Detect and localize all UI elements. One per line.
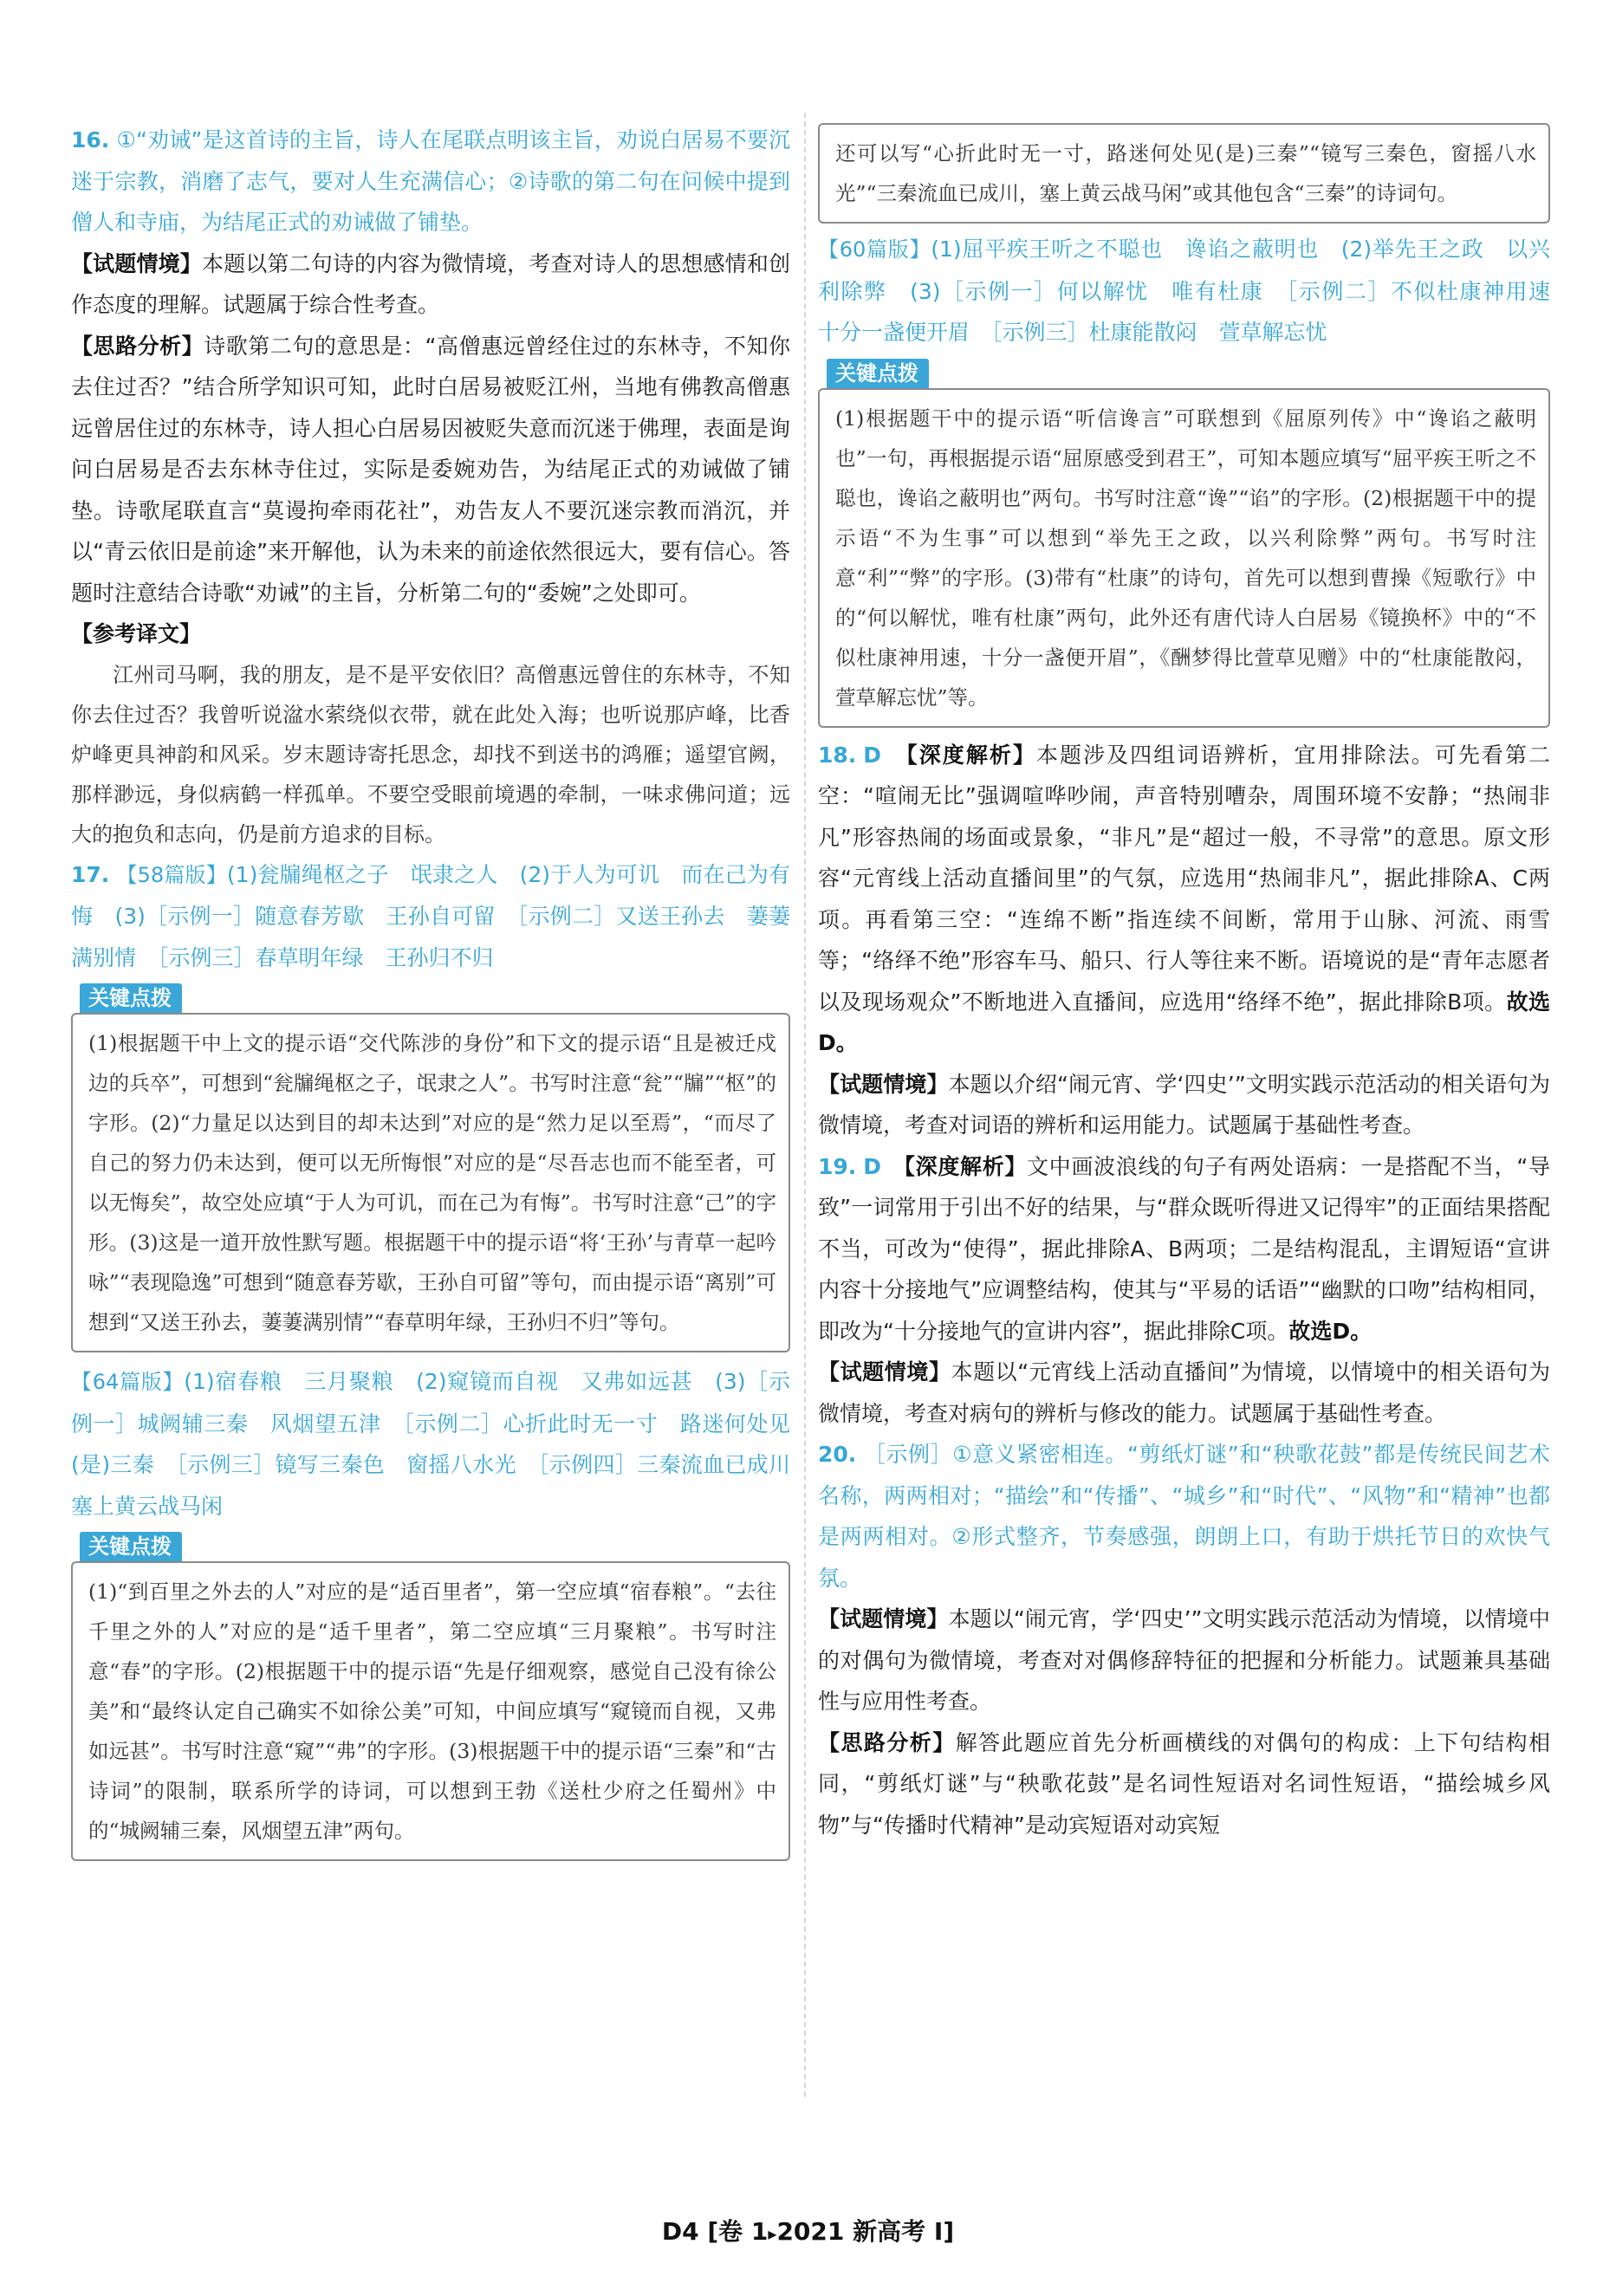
footer-bracket-close: ]: [943, 2217, 955, 2246]
q17-source-64: 【64篇版】: [71, 1370, 185, 1394]
footer-exam: 2021 新高考 I: [776, 2217, 944, 2246]
q19-situation: 【试题情境】本题以“元宵线上活动直播间”为情境，以情境中的相关语句为微情境，考查对病句的辨析与修改的能力。试题属于基础性考查。: [818, 1359, 1550, 1426]
footer-bracket-open: [: [707, 2217, 719, 2246]
q17-tag-wrap-3: [818, 353, 1550, 385]
q16-situation: 【试题情境】本题以第二句诗的内容为微情境，考查对诗人的思想感情和创作态度的理解。试题属于综合性考查。: [71, 250, 790, 317]
q18-number: 18.: [818, 742, 857, 768]
q17-source-58: 【58篇版】: [116, 862, 227, 887]
q17-answer-58: 17. 【58篇版】(1)瓮牖绳枢之子 氓隶之人 (2)于人为可讥 而在己为有悔 (3)［示例一］随意春芳歇 王孙自可留 ［示例二］又送王孙去 萋萋满别情 ［示例三］春草明年绿 王孙归不归: [71, 861, 790, 970]
q17-key-point-text-3: (1)根据题干中的提示语“听信谗言”可联想到《屈原列传》中“谗谄之蔽明也”一句，再根据提示语“屈原感受到君王”，可知本题应填写“屈平疾王听之不聪也，谗谄之蔽明也”两句。书写时注意“谗”“谄”的字形。(2)根据题干中的提示语“不为生事”可以想到“举先王之政，以兴利除弊”两句。书写时注意“利”“弊”的字形。(3)带有“杜康”的诗句，首先可以想到曹操《短歌行》中的“何以解忧，唯有杜康”两句，此外还有唐代诗人白居易《镜换杯》中的“不似杜康神用速，十分一盏便开眉”，《酬梦得比萱草见赠》中的“杜康能散闷，萱草解忘忧”等。: [835, 405, 1536, 710]
q17-tag-wrap-2: [71, 1527, 790, 1558]
q19-conclusion: 故选D。: [1288, 1318, 1373, 1344]
key-point-tag: 关键点拨: [80, 983, 182, 1013]
q16-situation-label: 【试题情境】: [71, 250, 202, 276]
q17-continued-text: 还可以写“心折此时无一寸，路迷何处见(是)三秦”“镜写三秦色，窗摇八水光”“三秦流血已成川，塞上黄云战马闲”或其他包含“三秦”的诗词句。: [835, 141, 1536, 205]
q17-key-point-box-3: [818, 388, 1550, 728]
q16-translation-label: 【参考译文】: [71, 621, 202, 646]
right-column: [818, 123, 1573, 1845]
q18-label: 【深度解析】: [906, 742, 1036, 768]
q19-letter: D: [863, 1153, 882, 1179]
q17-number: 17.: [71, 861, 110, 887]
q20-analysis-label: 【思路分析】: [818, 1729, 956, 1755]
q17-tag-wrap: [71, 978, 790, 1009]
q17-continued-box: [818, 123, 1550, 224]
triangle-icon: ▸: [768, 2223, 777, 2244]
q16-number: 16.: [71, 127, 110, 152]
q17-answer-60: 【60篇版】(1)屈平疾王听之不聪也 谗谄之蔽明也 (2)举先王之政 以兴利除弊 (3)［示例一］何以解忧 唯有杜康 ［示例二］不似杜康神用速 十分一盏便开眉 ［示例三］杜康能散闷 萱草解忘忧: [818, 237, 1573, 345]
q17-answer-64: 【64篇版】(1)宿春粮 三月聚粮 (2)窥镜而自视 又弗如远甚 (3)［示例一］城阙辅三秦 风烟望五津 ［示例二］心折此时无一寸 路迷何处见(是)三秦 ［示例三］镜写三秦色 窗摇八水光 ［示例四］三秦流血已成川 塞上黄云战马闲: [71, 1369, 813, 1519]
q20-situation-label: 【试题情境】: [818, 1606, 949, 1631]
q20-analysis: 【思路分析】解答此题应首先分析画横线的对偶句的构成：上下句结构相同，“剪纸灯谜”与“秧歌花鼓”是名词性短语对名词性短语，“描绘城乡风物”与“传播时代精神”是动宾短语对动宾短: [818, 1729, 1550, 1838]
q19-situation-label: 【试题情境】: [818, 1359, 951, 1385]
q16-analysis: 【思路分析】诗歌第二句的意思是：“高僧惠远曾经住过的东林寺，不知你去住过否？”结合所学知识可知，此时白居易被贬江州，当地有佛教高僧惠远曾居住过的东林寺，诗人担心白居易因被贬失意而沉迷于佛理，表面是询问白居易是否去东林寺住过，实际是委婉劝告，为结尾正式的劝诫做了铺垫。诗歌尾联直言“莫谩拘牵雨花社”，劝告友人不要沉迷宗教而消沉，并以“青云依旧是前途”来开解他，认为未来的前途依然很远大，要有信心。答题时注意结合诗歌“劝诫”的主旨，分析第二句的“委婉”之处即可。: [71, 333, 790, 606]
q16-answer: 16. ①“劝诫”是这首诗的主旨，诗人在尾联点明该主旨，劝说白居易不要沉迷于宗教，消磨了志气，要对人生充满信心；②诗歌的第二句在问候中提到僧人和寺庙，为结尾正式的劝诫做了铺垫。: [71, 127, 790, 235]
q17-key-point-box: [71, 1013, 790, 1352]
key-point-tag: 关键点拨: [827, 359, 929, 388]
q18-situation-label: 【试题情境】: [818, 1071, 949, 1097]
q19-number: 19.: [818, 1153, 857, 1179]
q18-situation: 【试题情境】本题以介绍“闹元宵、学‘四史’”文明实践示范活动的相关语句为微情境，考查对词语的辨析和运用能力。试题属于基础性考查。: [818, 1071, 1550, 1138]
q20-situation: 【试题情境】本题以“闹元宵，学‘四史’”文明实践示范活动为情境，以情境中的对偶句为微情境，考查对对偶修辞特征的把握和分析能力。试题兼具基础性与应用性考查。: [818, 1606, 1550, 1714]
q19-analysis: 19. D 【深度解析】文中画波浪线的句子有两处语病：一是搭配不当，“导致”一词常用于引出不好的结果，与“群众既听得进又记得牢”的正面结果搭配不当，可改为“使得”，据此排除A、B两项；二是结构混乱，主谓短语“宣讲内容十分接地气”应调整结构，使其与“平易的话语”“幽默的口吻”结构相同，即改为“十分接地气的宣讲内容”，据此排除C项。故选D。: [818, 1153, 1550, 1344]
column-divider: [804, 113, 806, 2097]
q16-translation: 江州司马啊，我的朋友，是不是平安依旧？高僧惠远曾住的东林寺，不知你去住过否？我曾听说湓水萦绕似衣带，就在此处入海；也听说那庐峰，比香炉峰更具神韵和风采。岁末题诗寄托思念，却找不到送书的鸿雁；遥望官阙，那样渺远，身似病鹤一样孤单。不要空受眼前境遇的牵制，一味求佛问道；远大的抱负和志向，仍是前方追求的目标。: [71, 662, 790, 846]
q19-label: 【深度解析】: [904, 1153, 1028, 1179]
q20-answer: 20. ［示例］①意义紧密相连。“剪纸灯谜”和“秧歌花鼓”都是传统民间艺术名称，两两相对；“描绘”和“传播”、“城乡”和“时代”、“风物”和“精神”也都是两两相对。②形式整齐，节奏感强，朗朗上口，有助于烘托节日的欢快气氛。: [818, 1442, 1550, 1591]
footer-volume: 卷 1: [718, 2217, 769, 2246]
q17-key-point-text-2: (1)“到百里之外去的人”对应的是“适百里者”，第一空应填“宿春粮”。“去往千里之外的人”对应的是“适千里者”，第二空应填“三月聚粮”。书写时注意“春”的字形。(2)根据题干中的提示语“先是仔细观察，感觉自己没有徐公美”和“最终认定自己确实不如徐公美”可知，中间应填写“窥镜而自视，又弗如远甚”。书写时注意“窥”“弗”的字形。(3)根据题干中的提示语“三秦”和“古诗词”的限制，联系所学的诗词，可以想到王勃《送杜少府之任蜀州》中的“城阙辅三秦，风烟望五津”两句。: [88, 1579, 776, 1843]
page-footer: [0, 2213, 1616, 2247]
q17-source-60: 【60篇版】: [818, 237, 931, 262]
q18-analysis: 18. D 【深度解析】本题涉及四组词语辨析，宜用排除法。可先看第二空：“喧闹无比”强调喧哗吵闹，声音特别嘈杂，周围环境不安静；“热闹非凡”形容热闹的场面或景象，“非凡”是“超过一般，不寻常”的意思。原文形容“元宵线上活动直播间里”的气氛，应选用“热闹非凡”，据此排除A、C两项。再看第三空：“连绵不断”指连续不间断，常用于山脉、河流、雨雪等；“络绎不绝”形容车马、船只、行人等往来不断。语境说的是“青年志愿者以及现场观众”不断地进入直播间，应选用“络绎不绝”，据此排除B项。故选D。: [818, 742, 1550, 1055]
q18-conclusion: 故选D。: [818, 989, 1550, 1055]
left-column: [71, 120, 813, 1861]
q20-number: 20.: [818, 1442, 857, 1467]
key-point-tag: 关键点拨: [80, 1532, 182, 1561]
page-number: D4: [661, 2217, 699, 2246]
q17-key-point-text: (1)根据题干中上文的提示语“交代陈涉的身份”和下文的提示语“且是被迁戍边的兵卒”，可想到“瓮牖绳枢之子，氓隶之人”。书写时注意“瓮”“牖”“枢”的字形。(2)“力量足以达到目的却未达到”对应的是“然力足以至焉”，“而尽了自己的努力仍未达到，便可以无所悔恨”对应的是“尽吾志也而不能至者，可以无悔矣”，故空处应填“于人为可讥，而在己为有悔”。书写时注意“己”的字形。(3)这是一道开放性默写题。根据题干中的提示语“将‘王孙’与青草一起吟咏”“表现隐逸”可想到“随意春芳歇，王孙自可留”等句，而由提示语“离别”可想到“又送王孙去，萋萋满别情”“春草明年绿，王孙归不归”等句。: [88, 1031, 776, 1334]
q18-letter: D: [863, 742, 882, 768]
q16-analysis-label: 【思路分析】: [71, 333, 204, 359]
q17-key-point-box-2: [71, 1561, 790, 1861]
